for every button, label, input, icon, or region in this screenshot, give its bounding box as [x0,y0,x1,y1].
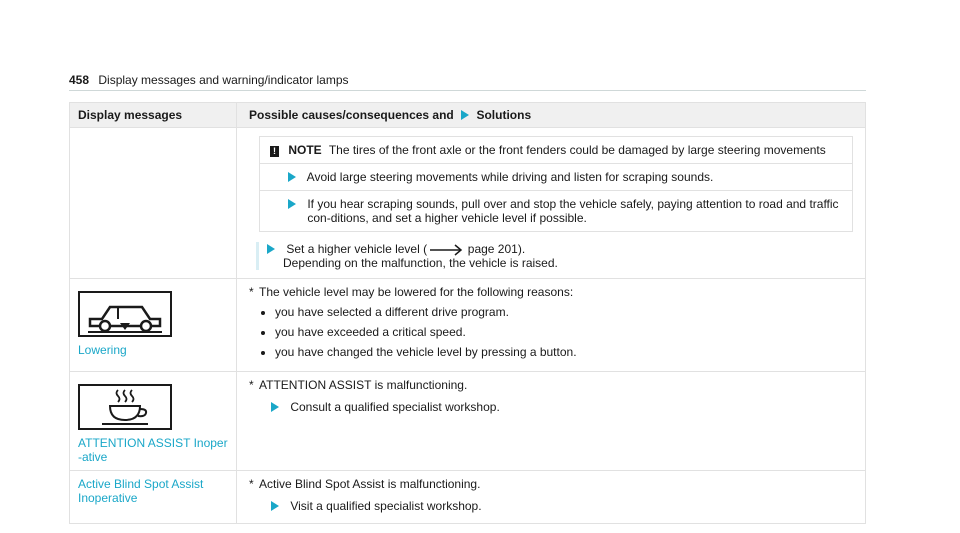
col-header-causes [237,103,866,128]
row0-solution-cell [237,128,866,279]
row3-solution-cell [237,471,866,524]
col-header-causes-text: Possible causes/consequences and [249,108,454,122]
action-step [271,400,853,414]
row1-solution-cell [237,279,866,372]
note-step1: Avoid large steering movements while driving and listen for scraping sounds. [306,170,714,184]
attention-assist-label: ATTENTION ASSIST Inoper-ative [78,436,228,464]
vehicle-lowering-icon [78,291,172,337]
cause-text: * ATTENTION ASSIST is malfunctioning. [249,378,468,392]
row2-step: Consult a qualified specialist workshop. [290,400,500,414]
page-header [69,73,349,87]
arrow-right-icon [461,110,469,120]
row2-solution-cell [237,372,866,471]
page-title: Display messages and warning/indicator lamps [98,73,349,87]
action-line2: Depending on the malfunction, the vehicle is raised. [283,256,558,270]
table-row [70,372,866,471]
list-item: • you have changed the vehicle level by pressing a button. [275,345,853,359]
note-title: NOTE [288,143,322,157]
step-arrow-icon [267,244,275,254]
row3-step: Visit a qualified specialist workshop. [290,499,482,513]
note-text: The tires of the front axle or the front fenders could be damaged by large steering movements [328,143,826,157]
page-number: 458 [69,73,90,87]
note-box [259,136,853,232]
table-header-row [70,103,866,128]
row2-cause: ATTENTION ASSIST is malfunctioning. [259,378,468,392]
page-reference-link[interactable]: page 201). [467,242,526,256]
cause-text: * Active Blind Spot Assist is malfunctioning. [249,477,481,491]
action-step [271,499,853,513]
note-header [260,137,852,164]
list-item: • you have exceeded a critical speed. [275,325,853,339]
action-prefix: Set a higher vehicle level ( [286,242,428,256]
table-row [70,128,866,279]
note-step [260,164,852,191]
list-item: • you have selected a different drive program. [275,305,853,319]
step-arrow-icon [271,501,279,511]
row0-message-cell [70,128,237,279]
row3-message-cell [70,471,237,524]
col-header-solutions-text: Solutions [476,108,532,122]
blind-spot-assist-label: Active Blind Spot Assist Inoperative [78,477,204,505]
row1-message-cell [70,279,237,372]
action-step [256,242,865,270]
long-arrow-right-icon [430,244,464,256]
col-header-display-messages: Display messages [70,103,237,128]
warning-icon: ! [270,146,279,157]
table-row [70,279,866,372]
step-arrow-icon [288,199,296,209]
cause-text: * The vehicle level may be lowered for the following reasons: [249,285,574,299]
note-step [260,191,852,231]
row2-message-cell [70,372,237,471]
coffee-cup-icon [78,384,172,430]
header-divider [69,90,866,91]
display-messages-table [69,102,866,524]
table-row [70,471,866,524]
note-step2: If you hear scraping sounds, pull over and stop the vehicle safely, paying attention to road and traffic con-ditions, and set a higher vehicle level if possible. [307,197,839,225]
step-arrow-icon [288,172,296,182]
step-arrow-icon [271,402,279,412]
lowering-label: Lowering [78,343,127,357]
row3-cause: Active Blind Spot Assist is malfunctioning. [259,477,481,491]
row1-cause: The vehicle level may be lowered for the following reasons: [259,285,574,299]
reason-list [249,305,853,359]
